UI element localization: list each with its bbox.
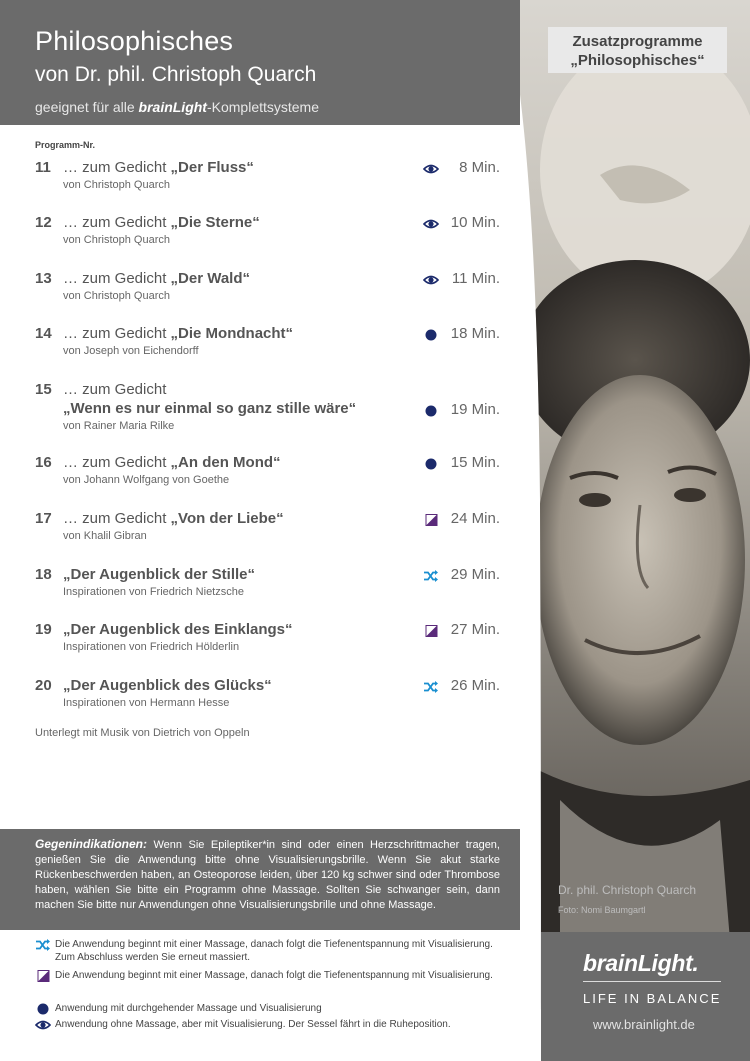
program-heading bbox=[63, 566, 255, 583]
program-number: 15 bbox=[35, 381, 52, 398]
brand-tagline: LIFE IN BALANCE bbox=[583, 991, 722, 1006]
program-duration: 11 Min. bbox=[451, 270, 500, 287]
program-entry bbox=[35, 510, 505, 550]
eye-icon bbox=[423, 162, 439, 174]
program-prefix: … zum Gedicht bbox=[63, 454, 167, 471]
header-panel bbox=[0, 0, 520, 125]
program-heading bbox=[63, 214, 260, 231]
program-entry bbox=[35, 325, 505, 365]
program-number: 20 bbox=[35, 677, 52, 694]
music-note: Unterlegt mit Musik von Dietrich von Oppeln bbox=[35, 727, 250, 739]
program-author: von Johann Wolfgang von Goethe bbox=[63, 474, 230, 486]
program-entry bbox=[35, 159, 505, 199]
contraindications-box bbox=[0, 829, 520, 930]
eye-icon bbox=[423, 217, 439, 229]
split-square-icon bbox=[423, 624, 439, 636]
program-series-badge bbox=[548, 27, 727, 73]
program-duration: 29 Min. bbox=[450, 566, 500, 583]
program-title: „Der Augenblick des Einklangs“ bbox=[63, 621, 293, 638]
page-title: Philosophisches bbox=[35, 26, 234, 56]
program-number-label: Programm-Nr. bbox=[35, 140, 96, 150]
suitability-suffix: -Komplettsysteme bbox=[206, 99, 320, 115]
dot-icon bbox=[423, 457, 439, 469]
program-number: 16 bbox=[35, 454, 52, 471]
split-square-icon bbox=[35, 970, 49, 982]
program-author: von Rainer Maria Rilke bbox=[63, 420, 175, 432]
program-entry bbox=[35, 677, 505, 717]
program-entry bbox=[35, 270, 505, 310]
program-heading bbox=[63, 621, 293, 638]
brand-logo: brainLight. bbox=[583, 950, 699, 976]
program-author: Inspirationen von Friedrich Nietzsche bbox=[63, 586, 244, 598]
program-number: 13 bbox=[35, 270, 52, 287]
program-entry bbox=[35, 381, 505, 441]
legend-text: Die Anwendung beginnt mit einer Massage, danach folgt die Tiefenentspannung mit Visualisierung. Zum Abschluss werden Sie erneut massiert. bbox=[55, 939, 493, 963]
suitability-note bbox=[35, 99, 319, 115]
program-heading bbox=[63, 325, 293, 342]
program-number: 11 bbox=[35, 159, 51, 176]
program-duration: 10 Min. bbox=[450, 214, 500, 231]
program-prefix: … zum Gedicht bbox=[63, 510, 167, 527]
program-duration: 18 Min. bbox=[450, 325, 500, 342]
dot-icon bbox=[423, 404, 439, 416]
program-duration: 24 Min. bbox=[450, 510, 500, 527]
page-subtitle: von Dr. phil. Christoph Quarch bbox=[35, 63, 317, 86]
legend-item bbox=[35, 1018, 515, 1031]
program-number: 17 bbox=[35, 510, 52, 527]
eye-icon bbox=[423, 273, 439, 285]
website-link[interactable]: www.brainlight.de bbox=[593, 1017, 695, 1032]
program-heading bbox=[63, 270, 250, 287]
program-title: „Wenn es nur einmal so ganz stille wäre“ bbox=[63, 400, 357, 417]
program-title: „Die Sterne“ bbox=[170, 214, 260, 231]
program-title: „Der Augenblick des Glücks“ bbox=[63, 677, 272, 694]
eye-icon bbox=[35, 1019, 49, 1031]
contraindications-text: Wenn Sie Epileptiker*in sind oder einen Herzschrittmacher tragen, genießen Sie die Anwendung bitte ohne Visualisierungsbrille. Wenn Sie akut starke Rückenbeschwerden haben, an Osteoporose leiden, über 120 kg schwer sind oder Thrombose haben, wählen Sie bitte ein Programm ohne Massage. Sollten Sie schwanger sein, dann machen Sie bitte nur Anwendungen ohne Visualisierungsbrille und ohne Massage. bbox=[35, 839, 500, 911]
badge-line-2: „Philosophisches“ bbox=[570, 52, 705, 69]
program-duration: 19 Min. bbox=[450, 401, 500, 418]
program-duration: 26 Min. bbox=[450, 677, 500, 694]
program-author: Inspirationen von Hermann Hesse bbox=[63, 697, 230, 709]
legend-item bbox=[35, 938, 515, 964]
program-number: 12 bbox=[35, 214, 52, 231]
program-entry bbox=[35, 566, 505, 606]
program-author: von Joseph von Eichendorff bbox=[63, 345, 199, 357]
program-entry bbox=[35, 214, 505, 254]
program-entry bbox=[35, 454, 505, 494]
program-title: „Von der Liebe“ bbox=[170, 510, 284, 527]
program-duration: 15 Min. bbox=[450, 454, 500, 471]
split-square-icon bbox=[423, 513, 439, 525]
program-author: von Khalil Gibran bbox=[63, 530, 147, 542]
program-number: 18 bbox=[35, 566, 52, 583]
program-heading bbox=[63, 677, 272, 694]
photo-caption-credit: Foto: Nomi Baumgartl bbox=[558, 905, 646, 915]
program-author: von Christoph Quarch bbox=[63, 234, 170, 246]
photo-caption-name: Dr. phil. Christoph Quarch bbox=[558, 883, 697, 897]
contraindications-heading: Gegenindikationen: bbox=[35, 837, 148, 851]
program-heading bbox=[63, 159, 254, 176]
legend-text: Anwendung ohne Massage, aber mit Visualisierung. Der Sessel fährt in die Ruheposition. bbox=[55, 1019, 451, 1030]
program-prefix: … zum Gedicht bbox=[63, 381, 167, 398]
legend-item bbox=[35, 969, 515, 982]
program-entry bbox=[35, 621, 505, 661]
program-number: 14 bbox=[35, 325, 52, 342]
program-prefix: … zum Gedicht bbox=[63, 270, 167, 287]
legend-text: Anwendung mit durchgehender Massage und Visualisierung bbox=[55, 1003, 322, 1014]
program-heading bbox=[63, 510, 284, 527]
program-author: Inspirationen von Friedrich Hölderlin bbox=[63, 641, 240, 653]
suitability-prefix: geeignet für alle bbox=[35, 99, 135, 115]
program-title: „Der Wald“ bbox=[170, 270, 250, 287]
program-author: von Christoph Quarch bbox=[63, 179, 170, 191]
program-title: „Die Mondnacht“ bbox=[170, 325, 294, 342]
program-prefix: … zum Gedicht bbox=[63, 325, 167, 342]
program-title: „An den Mond“ bbox=[170, 454, 281, 471]
legend-item bbox=[35, 1002, 515, 1015]
shuffle-icon bbox=[423, 680, 439, 692]
shuffle-icon bbox=[423, 569, 439, 581]
program-number: 19 bbox=[35, 621, 52, 638]
program-author: von Christoph Quarch bbox=[63, 290, 170, 302]
shuffle-icon bbox=[35, 939, 49, 951]
logo-divider bbox=[583, 981, 721, 982]
legend-text: Die Anwendung beginnt mit einer Massage, danach folgt die Tiefenentspannung mit Visualisierung. bbox=[55, 970, 493, 981]
program-duration: 8 Min. bbox=[459, 159, 500, 176]
program-duration: 27 Min. bbox=[450, 621, 500, 638]
program-heading bbox=[63, 454, 281, 471]
badge-line-1: Zusatzprogramme bbox=[572, 33, 703, 50]
brand-name: brainLight bbox=[138, 99, 207, 115]
program-prefix: … zum Gedicht bbox=[63, 214, 167, 231]
program-title: „Der Augenblick der Stille“ bbox=[63, 566, 255, 583]
program-title: „Der Fluss“ bbox=[170, 159, 254, 176]
program-prefix: … zum Gedicht bbox=[63, 159, 167, 176]
dot-icon bbox=[423, 328, 439, 340]
dot-icon bbox=[35, 1003, 49, 1015]
